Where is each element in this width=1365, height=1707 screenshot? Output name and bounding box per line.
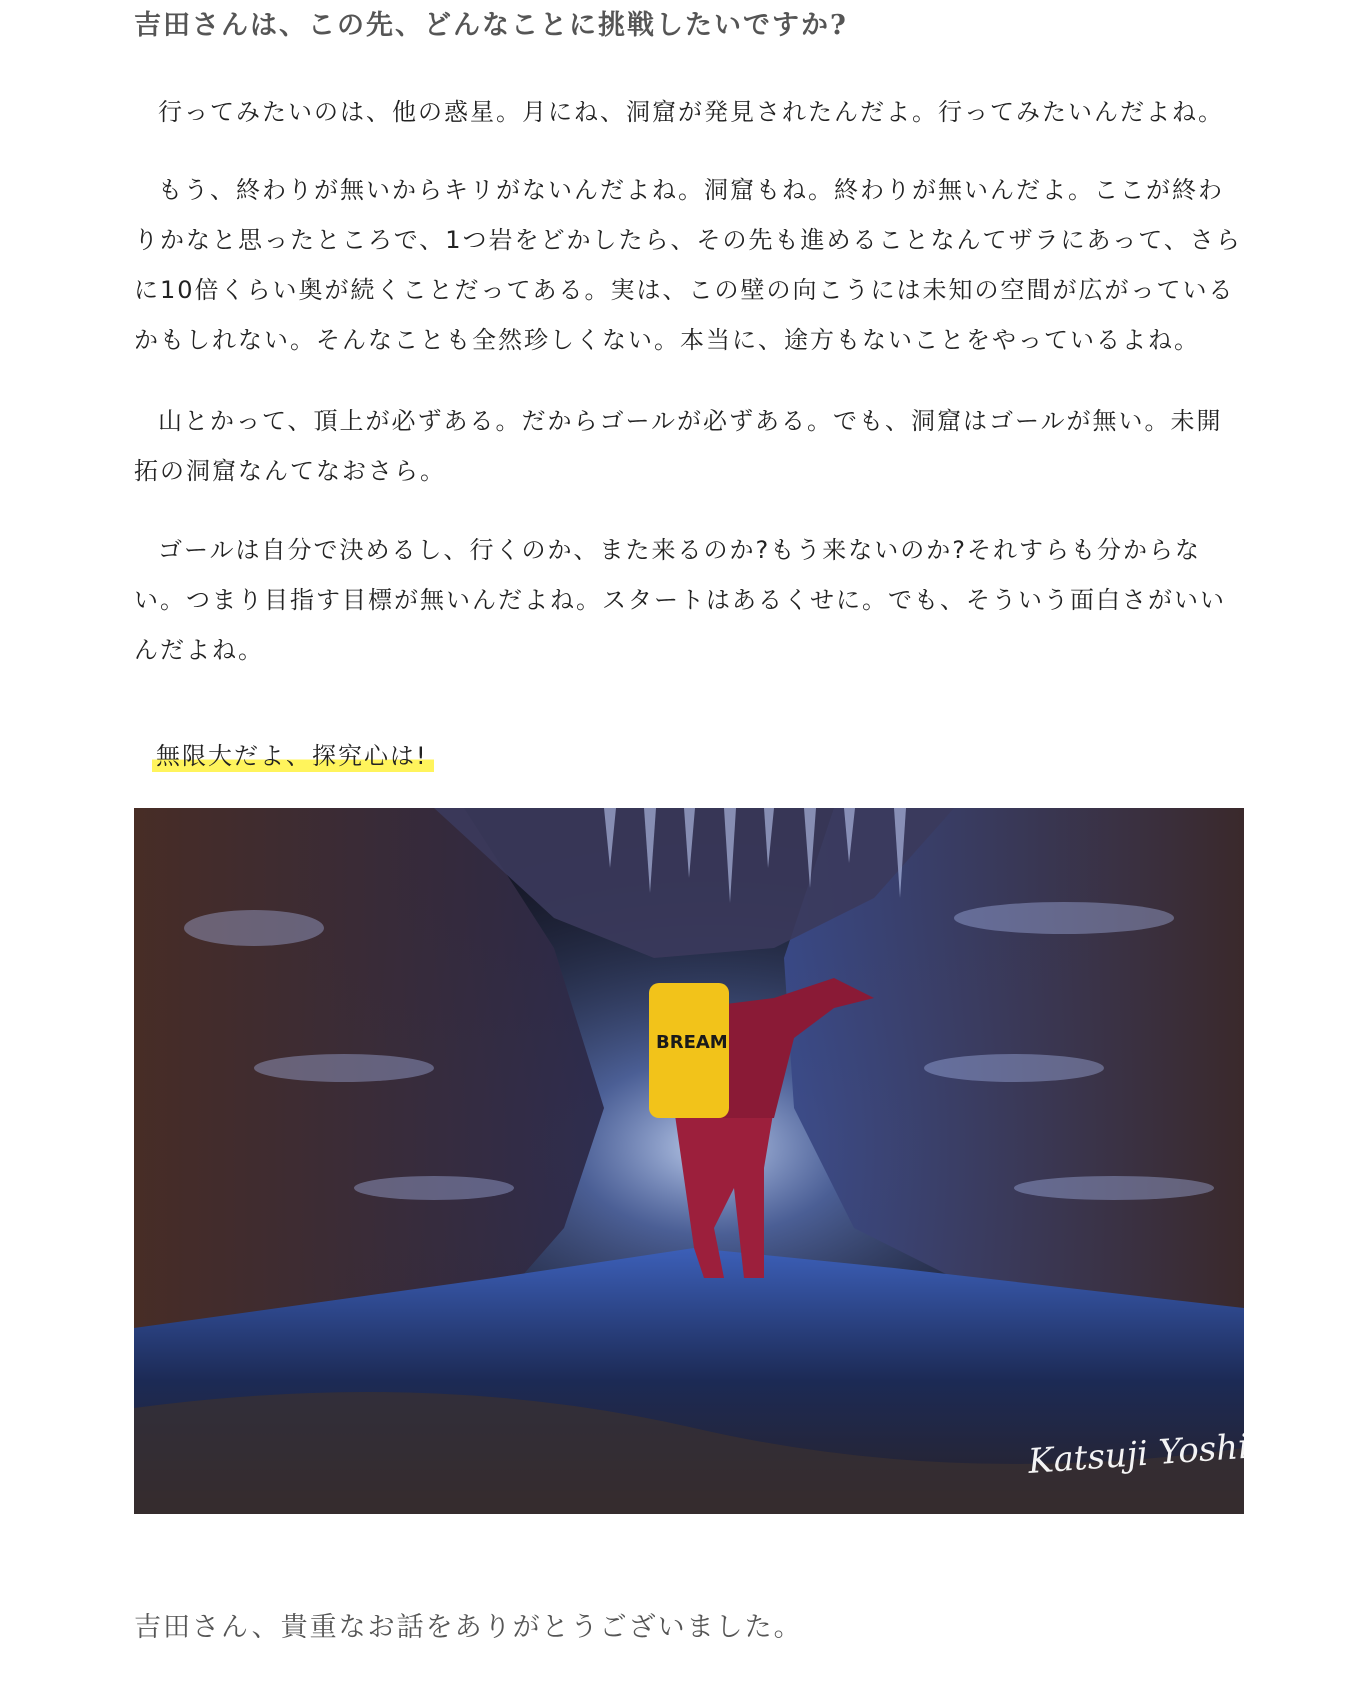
interview-question: 吉田さんは、この先、どんなことに挑戦したいですか? [134,10,848,41]
highlight-paragraph [134,731,1244,781]
closing-remark: 吉田さん、貴重なお話をありがとうございました。 [134,1612,803,1643]
bag-logo-text: BREAM [656,1032,728,1053]
answer-paragraph-1: 行ってみたいのは、他の惑星。月にね、洞窟が発見されたんだよ。行ってみたいんだよね。 [158,98,1224,126]
highlight-quote: 無限大だよ、探究心は! [152,742,434,772]
answer-paragraph-3: 山とかって、頂上が必ずある。だからゴールが必ずある。でも、洞窟はゴールが無い。未開拓の洞窟なんてなおさら。 [134,407,1223,485]
cave-photo-illustration [134,808,1293,1514]
interview-article [134,0,1293,1643]
answer-paragraph-2: もう、終わりが無いからキリがないんだよね。洞窟もね。終わりが無いんだよ。ここが終わりかなと思ったところで、1つ岩をどかしたら、その先も進めることなんてザラにあって、さらに10倍くらい奥が続くことだってある。実は、この壁の向こうには未知の空間が広がっているかもしれない。そんなことも全然珍しくない。本当に、途方もないことをやっているよね。 [134,176,1242,354]
photographer-signature: Katsuji Yoshida [1026,1423,1293,1482]
cave-photo [134,808,1293,1514]
answer-paragraph-4: ゴールは自分で決めるし、行くのか、また来るのか?もう来ないのか?それすらも分からない。つまり目指す目標が無いんだよね。スタートはあるくせに。でも、そういう面白さがいいんだよね。 [134,536,1226,664]
